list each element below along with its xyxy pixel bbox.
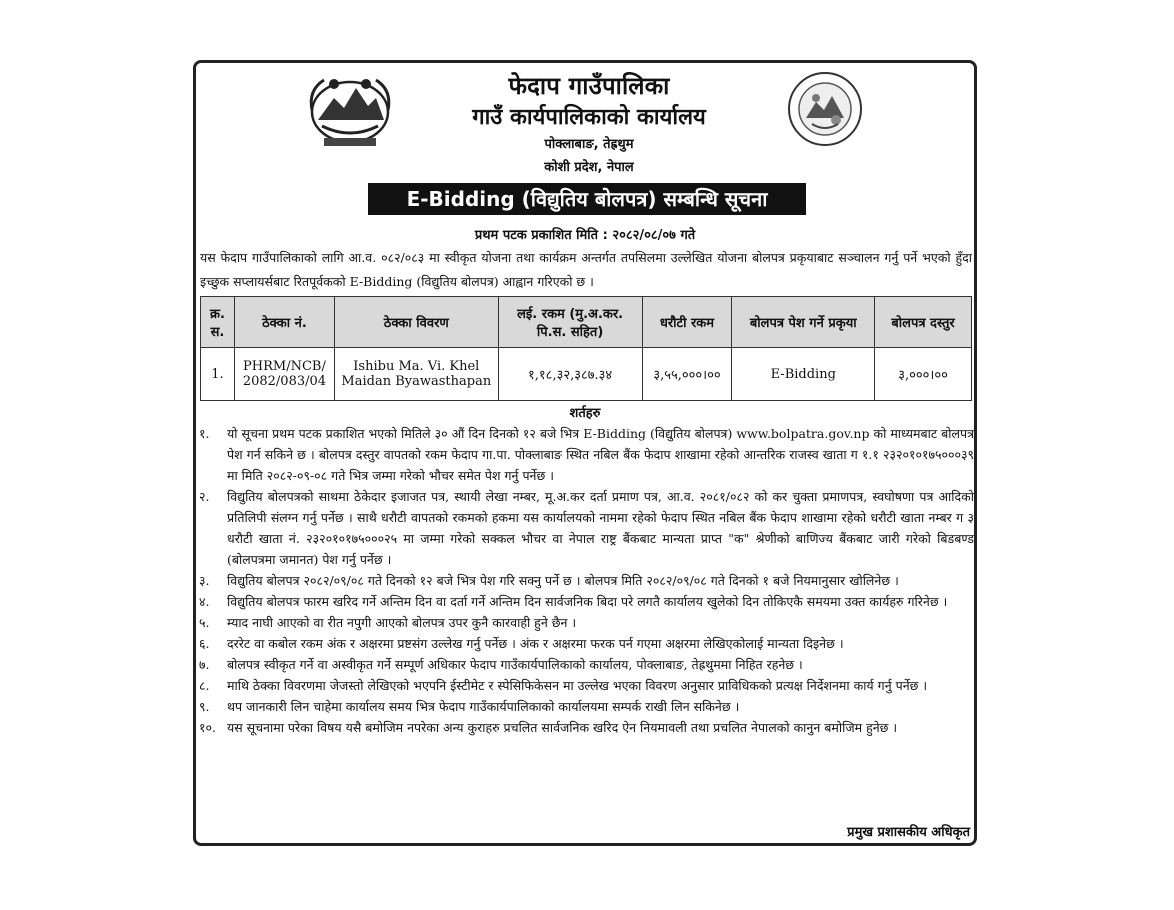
col-header-cost-estimate: लई. रकम (मु.अ.कर. पि.स. सहित) [498,297,642,348]
term-number: ३. [199,573,210,588]
list-item [197,591,974,612]
term-number: ६. [199,636,210,651]
office-subtitle: गाउँ कार्यपालिकाको कार्यालय [472,105,706,130]
signature-title: प्रमुख प्रशासकीय अधिकृत [847,825,970,840]
col-header-bid-fee: बोलपत्र दस्तुर [875,297,972,348]
cell-bid-fee: ३,०००।०० [875,348,972,401]
office-title: फेदाप गाउँपालिका [508,72,670,100]
term-number: १०. [199,720,216,735]
terms-heading: शर्तहरु [569,406,601,421]
terms-list [197,423,974,738]
table-header-row [201,297,972,348]
cell-contract-no: PHRM/NCB/ 2082/083/04 [234,348,334,401]
list-item [197,633,974,654]
cell-contract-detail: Ishibu Ma. Vi. Khel Maidan Byawasthapan [334,348,498,401]
term-text: दररेट वा कबोल रकम अंक र अक्षरमा प्रष्टसंग उल्लेख गर्नु पर्नेछ । अंक र अक्षरमा फरक पर्न गएमा अक्षरमा लेखिएकोलाई मान्यता दिइनेछ । [227,636,844,651]
intro-paragraph: यस फेदाप गाउँपालिकाको लागि आ.व. ०८२/०८३ मा स्वीकृत योजना तथा कार्यक्रम अन्तर्गत तपसिलमा उल्लेखित योजना बोलपत्र प्रकृयाबाट सञ्चालन गर्नु पर्ने भएको हुँदा इच्छुक सप्लायर्सबाट रितपूर्वकको E-Bidding (विद्युतिय बोलपत्र) आह्वान गरिएको छ । [200,250,972,289]
term-number: ४. [199,594,210,609]
address-line2: कोशी प्रदेश, नेपाल [544,160,634,175]
col-header-deposit: धरौटी रकम [642,297,732,348]
cell-submission-method: E-Bidding [732,348,875,401]
notice-banner: E-Bidding (विद्युतिय बोलपत्र) सम्बन्धि सूचना [368,183,806,215]
term-number: २. [199,489,210,504]
municipality-logo-icon [786,70,864,148]
cell-sn: 1. [201,348,235,401]
cell-deposit: ३,५५,०००।०० [642,348,732,401]
term-text: म्याद नाघी आएको वा रीत नपुगी आएको बोलपत्र उपर कुनै कारवाही हुने छैन । [227,615,577,630]
cell-cost-estimate: १,१८,३२,३८७.३४ [498,348,642,401]
list-item [197,612,974,633]
list-item [197,423,974,486]
term-text: यस सूचनामा परेका विषय यसै बमोजिम नपरेका अन्य कुराहरु प्रचलित सार्वजनिक खरिद ऐन नियमावली तथा प्रचलित नेपालको कानुन बमोजिम हुनेछ । [227,720,898,735]
col-header-contract-no: ठेक्का नं. [234,297,334,348]
term-number: ७. [199,657,210,672]
term-text: यो सूचना प्रथम पटक प्रकाशित भएको मितिले ३० औं दिन दिनको १२ बजे भित्र E-Bidding (विद्युतिय बोलपत्र) www.bolpatra.gov.np को माध्यमबाट बोलपत्र पेश गर्न सकिने छ । बोलपत्र दस्तुर वापतको रकम फेदाप गा.पा. पोक्लाबाङ स्थित नबिल बैंक फेदाप शाखामा रहेको आन्तरिक राजस्व खाता ग १.१ २३२०१०१७५०००३९ मा मिति २०८२-०९-०८ गते भित्र जम्मा गरेको भौचर समेत पेश गर्नु पर्नेछ । [227,426,974,483]
nepal-emblem-icon [304,70,396,150]
term-number: ५. [199,615,210,630]
list-item [197,570,974,591]
term-number: १. [199,426,210,441]
list-item [197,675,974,696]
term-text: विद्युतिय बोलपत्र २०८२/०९/०८ गते दिनको १२ बजे भित्र पेश गरि सक्नु पर्ने छ । बोलपत्र मिति २०८२/०९/०८ गते दिनको १ बजे नियमानुसार खोलिनेछ । [227,573,899,588]
term-text: विद्युतिय बोलपत्रको साथमा ठेकेदार इजाजत पत्र, स्थायी लेखा नम्बर, मू.अ.कर दर्ता प्रमाण पत्र, आ.व. २०८१/०८२ को कर चुक्ता प्रमाणपत्र, स्वघोषणा पत्र आदिको प्रतिलिपी संलग्न गर्नु पर्नेछ । साथै धरौटी वापतको रकमको हकमा यस कार्यालयको नाममा रहेको फेदाप स्थित नबिल बैंक फेदाप शाखामा रहेको धरौटी खाता नम्बर ग ३ धरौटी खाता नं. २३२०१०१७५०००२५ मा जम्मा गरेको सक्कल भौचर वा नेपाल राष्ट्र बैंकबाट मान्यता प्राप्त "क" श्रेणीको बाणिज्य बैंकबाट जारी गरेको बिडबण्ड (बोलपत्रमा जमानत) पेश गर्नु पर्नेछ । [227,489,974,567]
address-line1: पोक्लाबाङ, तेह्रथुम [544,137,634,152]
published-date: प्रथम पटक प्रकाशित मिति : २०८२/०८/०७ गते [474,228,696,243]
list-item [197,654,974,675]
term-text: माथि ठेक्का विवरणमा जेजस्तो लेखिएको भएपनि ईस्टीमेट र स्पेसिफिकेसन मा उल्लेख भएका विवरण अनुसार प्राविधिकको प्रत्यक्ष निर्देशनमा कार्य गर्नु पर्नेछ । [227,678,928,693]
list-item [197,486,974,570]
term-text: विद्युतिय बोलपत्र फारम खरिद गर्ने अन्तिम दिन वा दर्ता गर्ने अन्तिम दिन सार्वजनिक बिदा परे लगतै कार्यालय खुलेको दिन तोकिएकै समयमा उक्त कार्यहरु गरिनेछ । [227,594,948,609]
col-header-sn: क्र. स. [201,297,235,348]
bid-table [200,296,972,401]
term-text: बोलपत्र स्वीकृत गर्ने वा अस्वीकृत गर्ने सम्पूर्ण अधिकार फेदाप गाउँकार्यपालिकाको कार्यालय, पोक्लाबाङ, तेह्रथुममा निहित रहनेछ । [227,657,803,672]
col-header-submission-method: बोलपत्र पेश गर्ने प्रकृया [732,297,875,348]
term-number: ८. [199,678,210,693]
list-item [197,696,974,717]
term-number: ९. [199,699,210,714]
col-header-contract-detail: ठेक्का विवरण [334,297,498,348]
list-item [197,717,974,738]
table-row [201,348,972,401]
term-text: थप जानकारी लिन चाहेमा कार्यालय समय भित्र फेदाप गाउँकार्यपालिकाको कार्यालयमा सम्पर्क राखी लिन सकिनेछ । [227,699,740,714]
